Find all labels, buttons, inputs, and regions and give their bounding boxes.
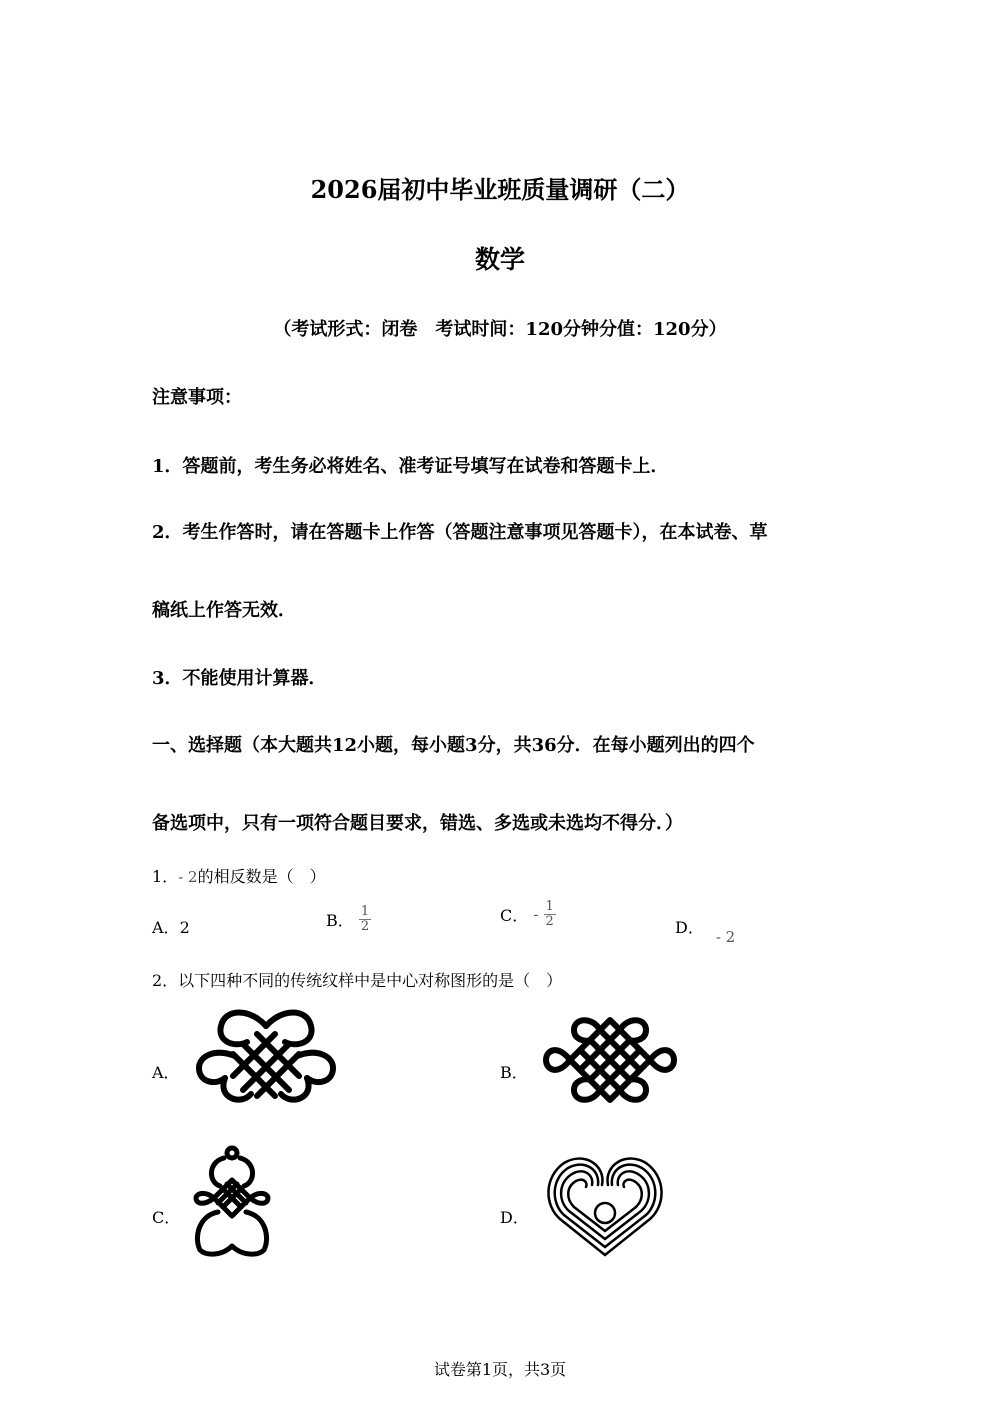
- note-item-3: 3．不能使用计算器．: [152, 668, 327, 689]
- note-item-2-line-2: 稿纸上作答无效．: [152, 600, 296, 621]
- q1-option-d-label: D．: [675, 918, 704, 937]
- q1-option-c-fraction: [544, 900, 556, 929]
- q1-option-a: [152, 915, 190, 938]
- exam-title: 2026届初中毕业班质量调研（二）: [310, 175, 690, 204]
- section-heading-line-2: 备选项中，只有一项符合题目要求，错选、多选或未选均不得分．）: [152, 813, 683, 834]
- question-1: [152, 864, 326, 887]
- fraction-numerator: 1: [545, 899, 554, 914]
- ruyi-heart-pattern-d-image: [544, 1155, 666, 1257]
- question-1-expression: - 2: [178, 868, 198, 886]
- q1-option-d-value: - 2: [715, 928, 736, 946]
- q2-option-a-label: A．: [152, 1063, 180, 1082]
- q1-option-a-label: A．: [152, 918, 180, 937]
- q1-option-a-value: 2: [179, 918, 190, 937]
- question-1-text: 的相反数是（ ）: [197, 867, 326, 886]
- fraction-denominator: 2: [360, 919, 370, 934]
- fraction-denominator: 2: [545, 914, 554, 929]
- q2-option-c-label: C．: [152, 1208, 181, 1227]
- q1-option-b: [326, 905, 371, 934]
- q2-option-d-label: D．: [500, 1208, 529, 1227]
- knot-pattern-a-image: [195, 1004, 337, 1106]
- gourd-pattern-c-image: [194, 1146, 270, 1258]
- section-heading-line-1: 一、选择题（本大题共12小题，每小题3分，共36分．在每小题列出的四个: [152, 735, 755, 756]
- q1-option-c: [500, 900, 556, 929]
- q2-option-b-label: B．: [500, 1063, 528, 1082]
- q1-option-b-fraction: [359, 905, 371, 934]
- note-item-2-line-1: 2．考生作答时，请在答题卡上作答（答题注意事项见答题卡），在本试卷、草: [152, 522, 768, 543]
- q1-option-d: [675, 915, 736, 946]
- question-2: 2．以下四种不同的传统纹样中是中心对称图形的是（ ）: [152, 971, 563, 990]
- notes-heading: 注意事项：: [152, 387, 242, 408]
- q1-option-c-sign: -: [533, 905, 539, 924]
- knot-pattern-b-image: [544, 1014, 676, 1106]
- exam-info: （考试形式：闭卷 考试时间：120分钟分值：120分）: [273, 319, 727, 340]
- question-1-number: 1．: [152, 867, 179, 886]
- fraction-numerator: 1: [360, 904, 370, 919]
- q1-option-b-label: B．: [326, 911, 354, 930]
- q1-option-c-label: C．: [500, 906, 529, 925]
- page-footer: 试卷第1页，共3页: [433, 1360, 567, 1379]
- note-item-1: 1．答题前，考生务必将姓名、准考证号填写在试卷和答题卡上．: [152, 456, 669, 477]
- subject-title: 数学: [474, 245, 525, 274]
